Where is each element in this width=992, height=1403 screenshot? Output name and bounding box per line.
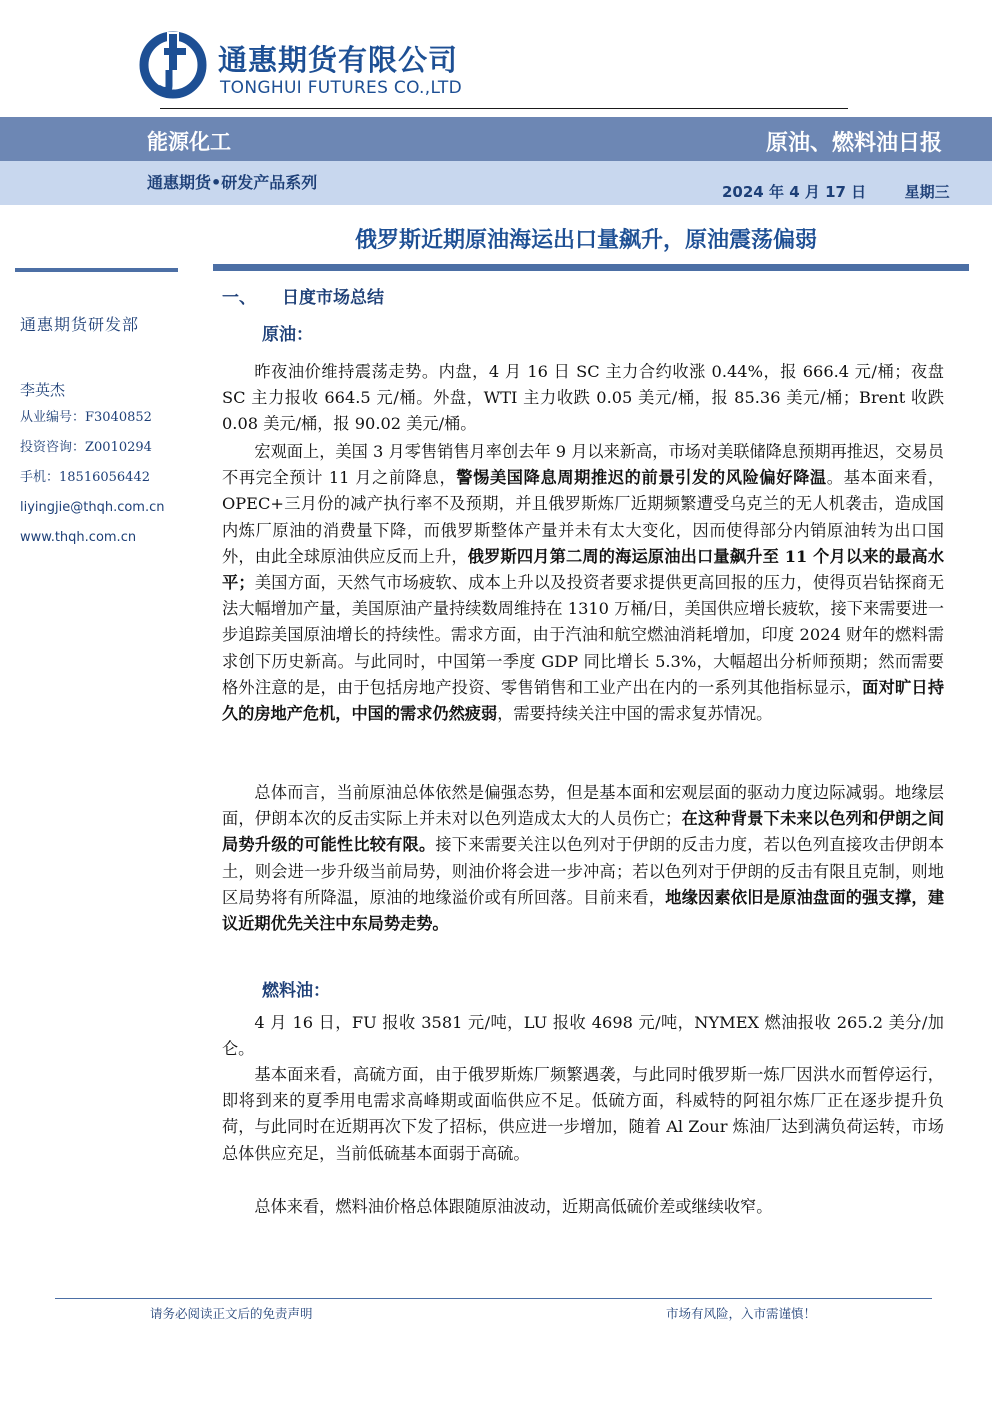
text-run: 。基本面来看，OPEC+三月份的减产执行率不及预期，并且俄罗斯炼厂近期频繁遭受乌克兰的无人机袭击，造成国内炼厂原油的消费量下降，而俄罗斯整体产量并未有太大变化，因而使得部分内销原油转为出口国外，由此全球原油供应反而上升， — [222, 468, 945, 566]
text-run: 宏观面上，美国 3 月零售销售月率创去年 9 月以来新高，市场对美联储降息预期再推迟，交易员不再完全预计 11 月之前降息， — [222, 442, 944, 488]
analyst-sidebar — [20, 312, 195, 548]
highlight-text: 地缘因素依旧是原油盘面的强支撑，建议近期优先关注中东局势走势。 — [222, 887, 945, 934]
text-run: 接下来需要关注以色列对于伊朗的反击力度，若以色列直接攻击伊朗本土，则会进一步升级当前局势，则油价将会进一步冲高；若以色列对于伊朗的反击有限且克制，则地区局势将有所降温，原油的地缘溢价或有所回落。目前来看， — [222, 835, 945, 907]
series-label: 通惠期货•研发产品系列 — [147, 173, 318, 192]
section-title: 日度市场总结 — [282, 288, 384, 308]
section-heading — [222, 283, 384, 308]
fuel-paragraph-2: 基本面来看，高硫方面，由于俄罗斯炼厂频繁遇袭，与此同时俄罗斯一炼厂因洪水而暂停运行，即将到来的夏季用电需求高峰期或面临供应不足。低硫方面，科威特的阿祖尔炼厂正在逐步提升负荷，与此同时在近期再次下发了招标，供应进一步增加，随着 Al Zour 炼油厂达到满负荷运转，市场总体供应充足，当前低硫基本面弱于高硫。 — [222, 1065, 944, 1163]
fuel-paragraph-1: 4 月 16 日，FU 报收 3581 元/吨，LU 报收 4698 元/吨，NYMEX 燃油报收 265.2 美分/加仑。 — [222, 1013, 944, 1059]
crude-paragraph-2 — [222, 439, 944, 727]
highlight-text: 在这种背景下未来以色列和伊朗之间局势升级的可能性比较有限。 — [222, 809, 945, 855]
cert-number: 从业编号：F3040852 — [20, 410, 152, 425]
report-date — [722, 181, 950, 202]
risk-warning: 市场有风险，入市需谨慎！ — [665, 1306, 816, 1321]
email-link[interactable]: liyingjie@thqh.com.cn — [20, 500, 165, 515]
highlight-text: 警惕美国降息周期推迟的前景引发的风险偏好降温 — [456, 468, 827, 488]
crude-heading: 原油： — [262, 325, 313, 345]
header-divider — [160, 108, 848, 109]
page-title: 俄罗斯近期原油海运出口量飙升，原油震荡偏弱 — [354, 228, 817, 253]
website-link[interactable]: www.thqh.com.cn — [20, 530, 137, 545]
consult-number: 投资咨询：Z0010294 — [20, 440, 152, 455]
section-number: 一、 — [222, 288, 256, 308]
fuel-heading: 燃料油： — [262, 981, 330, 1001]
disclaimer-note: 请务必阅读正文后的免责声明 — [150, 1306, 313, 1321]
weekday-text: 星期三 — [904, 183, 950, 201]
sector-label: 能源化工 — [147, 130, 231, 154]
department: 通惠期货研发部 — [20, 315, 140, 334]
tonghui-logo-icon — [138, 30, 208, 100]
company-name-cn: 通惠期货有限公司 — [218, 43, 459, 77]
phone: 手机：18516056442 — [20, 470, 150, 485]
analyst-name: 李英杰 — [20, 381, 66, 399]
fuel-paragraph-3: 总体来看，燃料油价格总体跟随原油波动，近期高低硫价差或继续收窄。 — [254, 1197, 773, 1216]
date-text: 2024 年 4 月 17 日 — [722, 183, 867, 201]
text-run: ，需要持续关注中国的需求复苏情况。 — [497, 704, 773, 724]
company-name-en: TONGHUI FUTURES CO.,LTD — [220, 78, 462, 98]
highlight-text: 俄罗斯四月第二周的海运原油出口量飙升至 11 个月以来的最高水平； — [222, 546, 945, 593]
text-run: 美国方面，天然气市场疲软、成本上升以及投资者要求提供更高回报的压力，使得页岩钻探商无法大幅增加产量，美国原油产量持续数周维持在 1310 万桶/日，美国供应增长疲软，接下来需要进一步追踪美国原油增长的持续性。需求方面，由于汽油和航空燃油消耗增加，印度 2024 财年的燃料需求创下历史新高。与此同时，中国第一季度 GDP 同比增长 5.3%，大幅超出分析师预期；然而需要格外注意的是，由于包括房地产投资、零售销售和工业产出在内的一系列其他指标显示， — [222, 573, 945, 697]
company-logo — [138, 30, 498, 102]
sidebar-rule — [15, 268, 178, 272]
footer-divider — [55, 1298, 932, 1299]
headline-rule — [213, 264, 969, 271]
highlight-text: 面对旷日持久的房地产危机，中国的需求仍然疲弱 — [222, 677, 945, 724]
text-run: 总体而言，当前原油总体依然是偏强态势，但是基本面和宏观层面的驱动力度边际减弱。地缘层面，伊朗本次的反击实际上并未对以色列造成太大的人员伤亡； — [222, 783, 944, 829]
report-name: 原油、燃料油日报 — [765, 131, 942, 156]
crude-paragraph-3 — [222, 780, 944, 937]
crude-paragraph-1: 昨夜油价维持震荡走势。内盘，4 月 16 日 SC 主力合约收涨 0.44%，报 666.4 元/桶；夜盘 SC 主力报收 664.5 元/桶。外盘，WTI 主力收跌 0.05 美元/桶，报 85.36 美元/桶；Brent 收跌 0.08 美元/桶，报 90.02 美元/桶。 — [222, 362, 944, 434]
